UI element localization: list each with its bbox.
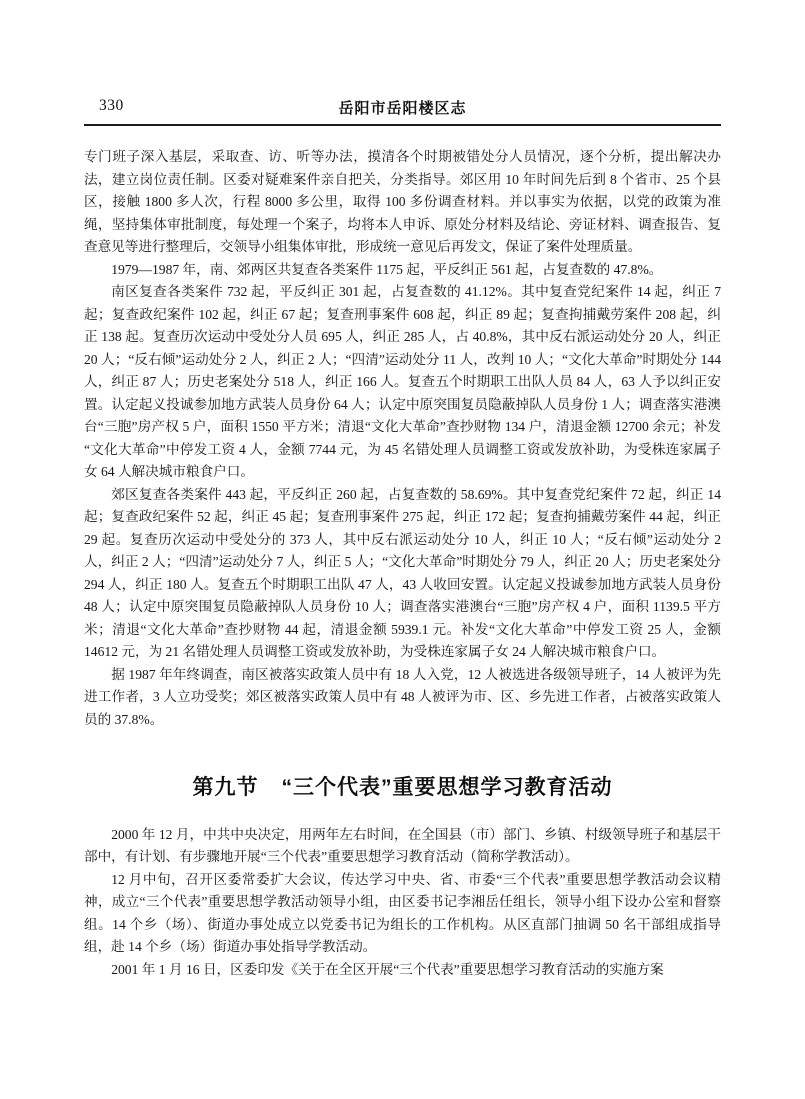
section-number: 第九节 bbox=[192, 776, 259, 799]
body-paragraph: 南区复查各类案件 732 起，平反纠正 301 起，占复查数的 41.12%。其中复查党纪案件 14 起，纠正 7 起；复查政纪案件 102 起，纠正 67 起；复查刑事案件 608 起，纠正 89 起；复查拘捕戴劳案件 208 起，纠正 138 起。复查历次运动中受处分人员 695 人，纠正 285 人，占 40.8%，其中反右派运动处分 20 人，纠正 20 人；“反右倾”运动处分 2 人，纠正 2 人；“四清”运动处分 11 人，改判 10 人；“文化大革命”时期处分 144 人，纠正 87 人；历史老案处分 518 人，纠正 166 人。复查五个时期职工出队人员 84 人，63 人予以纠正安置。认定起义投诚参加地方武装人员身份 64 人；认定中原突围复员隐蔽掉队人员身份 1 人；调查落实港澳台“三胞”房产权 5 户，面积 1550 平方米；清退“文化大革命”查抄财物 134 户，清退金额 12700 余元；补发“文化大革命”中停发工资 4 人，金额 7744 元，为 45 名错处理人员调整工资或发放补助，为受株连家属子女 64 人解决城市粮食户口。 bbox=[84, 284, 721, 479]
section-paragraph: 12 月中旬，召开区委常委扩大会议，传达学习中央、省、市委“三个代表”重要思想学教活动会议精神，成立“三个代表”重要思想学教活动领导小组，由区委书记李湘岳任组长，领导小组下设办公室和督察组。14 个乡（场）、街道办事处成立以党委书记为组长的工作机构。从区直部门抽调 50 名干部组成指导组，赴 14 个乡（场）街道办事处指导学教活动。 bbox=[84, 871, 721, 954]
header-rule bbox=[84, 124, 721, 126]
section-paragraph: 2001 年 1 月 16 日，区委印发《关于在全区开展“三个代表”重要思想学习教育活动的实施方案 bbox=[111, 961, 664, 977]
page-header bbox=[84, 97, 721, 117]
section-title: “三个代表”重要思想学习教育活动 bbox=[281, 776, 613, 799]
body-paragraph: 据 1987 年年终调查，南区被落实政策人员中有 18 人入党，12 人被选进各级领导班子，14 人被评为先进工作者，3 人立功受奖；郊区被落实政策人员中有 48 人被评为市、区、乡先进工作者，占被落实政策人员的 37.8%。 bbox=[84, 666, 721, 727]
body-paragraph: 郊区复查各类案件 443 起，平反纠正 260 起，占复查数的 58.69%。其中复查党纪案件 72 起，纠正 14 起；复查政纪案件 52 起，纠正 45 起；复查刑事案件 275 起，纠正 172 起；复查拘捕戴劳案件 44 起，纠正 29 起。复查历次运动中受处分的 373 人，其中反右派运动处分 10 人，纠正 10 人；“反右倾”运动处分 2 人，纠正 2 人；“四清”运动处分 7 人，纠正 5 人；“文化大革命”时期处分 79 人，纠正 20 人；历史老案处分 294 人，纠正 180 人。复查五个时期职工出队 47 人，43 人收回安置。认定起义投诚参加地方武装人员身份 48 人；认定中原突围复员隐蔽掉队人员身份 10 人；调查落实港澳台“三胞”房产权 4 户，面积 1139.5 平方米；清退“文化大革命”查抄财物 44 起，清退金额 5939.1 元。补发“文化大革命”中停发工资 25 人，金额 14612 元，为 21 名错处理人员调整工资或发放补助，为受株连家属子女 24 人解决城市粮食户口。 bbox=[84, 486, 721, 659]
body-paragraph: 1979—1987 年，南、郊两区共复查各类案件 1175 起，平反纠正 561 起，占复查数的 47.8%。 bbox=[111, 261, 663, 277]
page-number: 330 bbox=[99, 97, 124, 114]
book-title: 岳阳市岳阳楼区志 bbox=[338, 100, 467, 117]
page-body bbox=[84, 146, 721, 981]
section-paragraph: 2000 年 12 月，中共中央决定，用两年左右时间，在全国县（市）部门、乡镇、村级领导班子和基层干部中，有计划、有步骤地开展“三个代表”重要思想学习教育活动（简称学教活动）。 bbox=[84, 826, 721, 864]
body-paragraph-continuation: 专门班子深入基层，采取查、访、听等办法，摸清各个时期被错处分人员情况，逐个分析，提出解决办法，建立岗位责任制。区委对疑难案件亲自把关，分类指导。郊区用 10 年时间先后到 8 个省市、25 个县区，接触 1800 多人次，行程 8000 多公里，取得 100 多份调查材料。并以事实为依据，以党的政策为准绳，坚持集体审批制度，每处理一个案子，均将本人申诉、原处分材料及结论、旁证材料、调查报告、复查意见等进行整理后，交领导小组集体审批，形成统一意见后再发文，保证了案件处理质量。 bbox=[84, 149, 721, 254]
section-heading bbox=[84, 777, 721, 800]
